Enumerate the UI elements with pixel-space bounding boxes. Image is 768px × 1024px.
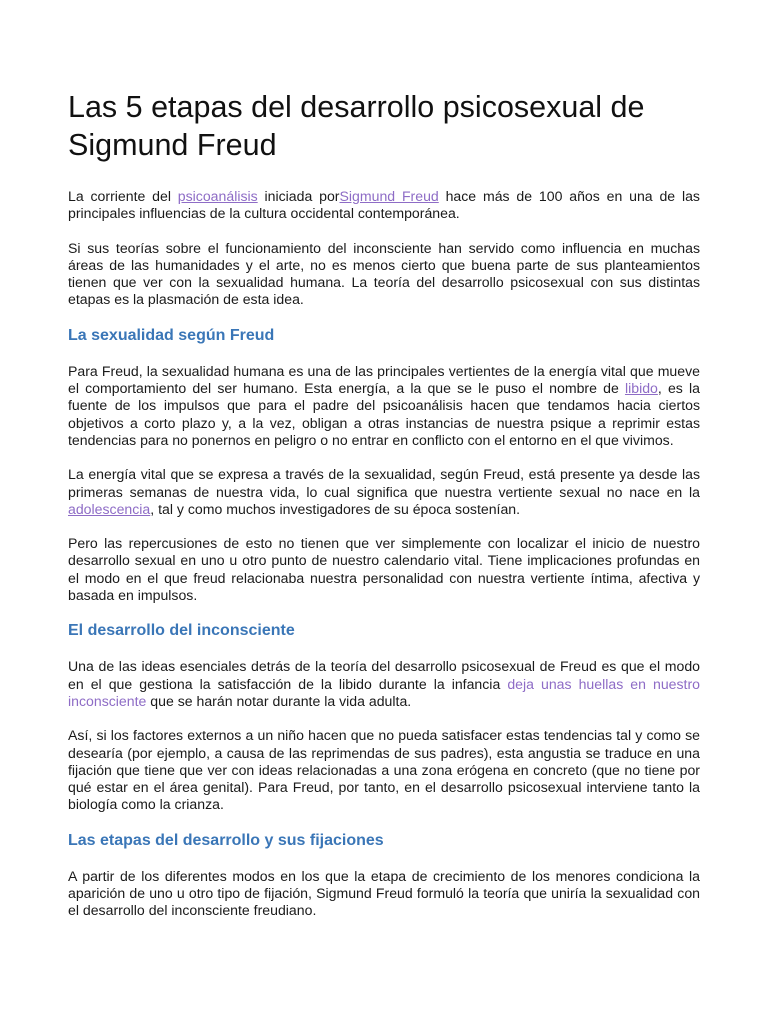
page-title: Las 5 etapas del desarrollo psicosexual de Sigmund Freud xyxy=(68,90,645,162)
section-heading-etapas: Las etapas del desarrollo y sus fijaciones xyxy=(68,831,384,849)
inconsciente-paragraph-2: Así, si los factores externos a un niño hacen que no pueda satisfacer estas tendencias tal y como se desearía (por ejemplo, a causa de las reprimendas de sus padres), esta angustia se traduce en una fijación que tiene que ver con ideas relacionadas a una zona erógena en concreto (que no tiene por qué estar en el área genital). Para Freud, por tanto, en el desarrollo psicosexual interviene tanto la biología como la crianza. xyxy=(68,727,700,813)
section-heading-inconsciente: El desarrollo del inconsciente xyxy=(68,622,295,640)
intro-paragraph-2: Si sus teorías sobre el funcionamiento del inconsciente han servido como influencia en muchas áreas de las humanidades y el arte, no es menos cierto que buena parte de sus planteamientos tienen que ver con la sexualidad humana. La teoría del desarrollo psicosexual con sus distintas etapas es la plasmación de esta idea. xyxy=(68,239,700,308)
inconsciente-paragraph-1: Una de las ideas esenciales detrás de la teoría del desarrollo psicosexual de Freud es que el modo en el que gestiona la satisfacción de la libido durante la infancia deja unas huellas en nuestro inconsciente que se harán notar durante la vida adulta. xyxy=(68,658,700,709)
huellas-link[interactable]: deja unas huellas en nuestro inconsciente xyxy=(68,675,700,709)
sexualidad-paragraph-2: La energía vital que se expresa a través de la sexualidad, según Freud, está presente ya desde las primeras semanas de nuestra vida, lo cual significa que nuestra vertiente sexual no nace en la adolescencia, tal y como muchos investigadores de su época sostenían. xyxy=(68,466,700,517)
section-heading-sexualidad: La sexualidad según Freud xyxy=(68,326,275,344)
sexualidad-paragraph-3: Pero las repercusiones de esto no tienen que ver simplemente con localizar el inicio de nuestro desarrollo sexual en uno u otro punto de nuestro calendario vital. Tiene implicaciones profundas en el modo en el que freud relacionaba nuestra personalidad con nuestra vertiente íntima, afectiva y basada en impulsos. xyxy=(68,535,700,604)
psicoanalisis-link[interactable]: psicoanálisis xyxy=(177,188,258,204)
intro-paragraph-1: La corriente del psicoanálisis iniciada porSigmund Freud hace más de 100 años en una de las principales influencias de la cultura occidental contemporánea. xyxy=(68,188,700,222)
sexualidad-paragraph-1: Para Freud, la sexualidad humana es una de las principales vertientes de la energía vital que mueve el comportamiento del ser humano. Esta energía, a la que se le puso el nombre de libido, es la fuente de los impulsos que para el padre del psicoanálisis hacen que tendamos hacia ciertos objetivos a corto plazo y, a la vez, obligan a otras instancias de nuestra psique a reprimir estas tendencias para no ponernos en peligro o no entrar en conflicto con el entorno en el que vivimos. xyxy=(68,362,700,448)
sigmund-freud-link[interactable]: Sigmund Freud xyxy=(339,188,439,204)
libido-link[interactable]: libido xyxy=(624,380,658,397)
etapas-paragraph-1: A partir de los diferentes modos en los que la etapa de crecimiento de los menores condiciona la aparición de uno u otro tipo de fijación, Sigmund Freud formuló la teoría que uniría la sexualidad con el desarrollo del inconsciente freudiano. xyxy=(68,867,700,919)
adolescencia-link[interactable]: adolescencia xyxy=(68,500,151,517)
